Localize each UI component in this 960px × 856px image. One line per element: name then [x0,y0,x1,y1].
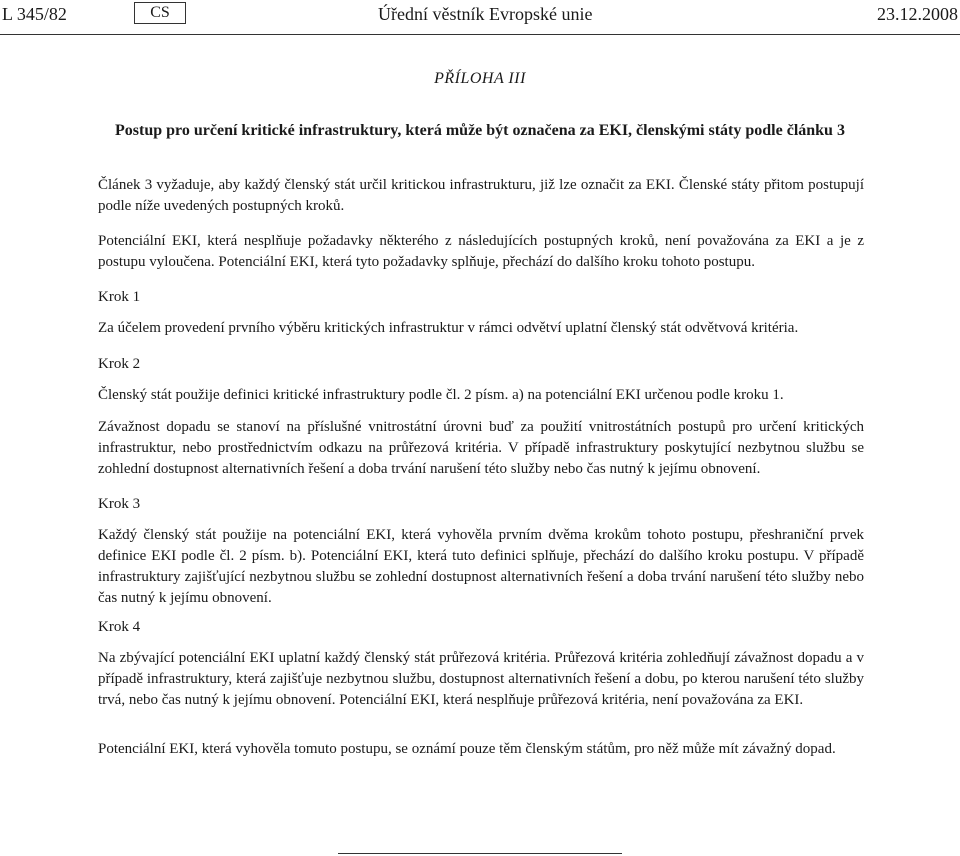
step-1-text: Za účelem provedení prvního výběru kritických infrastruktur v rámci odvětví uplatní členský stát odvětvová kritéria. [98,320,799,336]
document-title: Postup pro určení kritické infrastruktury, která může být označena za EKI, členskými státy podle článku 3 [115,122,845,139]
step-1-heading: Krok 1 [98,289,141,305]
page-header [0,0,960,35]
intro-paragraph: Článek 3 vyžaduje, aby každý členský stát určil kritickou infrastrukturu, již lze označit za EKI. Členské státy přitom postupují podle níže uvedených postupných kroků. [98,177,864,214]
issue-date: 23.12.2008 [877,4,958,24]
step-3-text: Každý členský stát použije na potenciální EKI, která vyhověla prvním dvěma krokům tohoto postupu, přeshraniční prvek definice EKI podle čl. 2 písm. b). Potenciální EKI, která tuto definici splňuje, přechází do dalšího kroku postupu. V případě infrastruktury zajišťující nezbytnou službu se zohlední dostupnost alternativních řešení a doba trvání narušení této služby nebo čas nutný k jejímu obnovení. [98,527,864,606]
step-4-text: Na zbývající potenciální EKI uplatní každý členský stát průřezová kritéria. Průřezová kritéria zohledňují závažnost dopadu a v případě infrastruktury, která zajišťuje nezbytnou službu, dostupnost alternativních řešení a dobu, po kterou narušení této služby trvá, nebo čas nutný k jejímu obnovení. Potenciální EKI, která nesplňuje průřezová kritéria, není považována za EKI. [98,650,864,708]
language-box: CS [134,2,186,24]
step-2-heading: Krok 2 [98,356,141,372]
page-number: L 345/82 [2,4,67,24]
footer-rule [338,853,622,854]
conclusion-paragraph: Potenciální EKI, která vyhověla tomuto postupu, se oznámí pouze těm členským státům, pro něž může mít závažný dopad. [98,741,836,757]
annex-heading: PŘÍLOHA III [434,70,526,87]
step-2-detail: Závažnost dopadu se stanoví na příslušné vnitrostátní úrovni buď za použití vnitrostátních postupů pro určení kritických infrastruktur, nebo prostřednictvím odkazu na průřezová kritéria. V případě infrastruktury poskytující nezbytnou službu se zohlední dostupnost alternativních řešení a doba trvání narušení této služby nebo čas nutný k jejímu obnovení. [98,419,864,477]
step-4-heading: Krok 4 [98,619,141,635]
step-2-text: Členský stát použije definici kritické infrastruktury podle čl. 2 písm. a) na potenciální EKI určenou podle kroku 1. [98,387,784,403]
exclusion-paragraph: Potenciální EKI, která nesplňuje požadavky některého z následujících postupných kroků, není považována za EKI a je z postupu vyloučena. Potenciální EKI, která tyto požadavky splňuje, přechází do dalšího kroku tohoto postupu. [98,233,864,270]
journal-title: Úřední věstník Evropské unie [378,4,593,24]
step-3-heading: Krok 3 [98,496,141,512]
